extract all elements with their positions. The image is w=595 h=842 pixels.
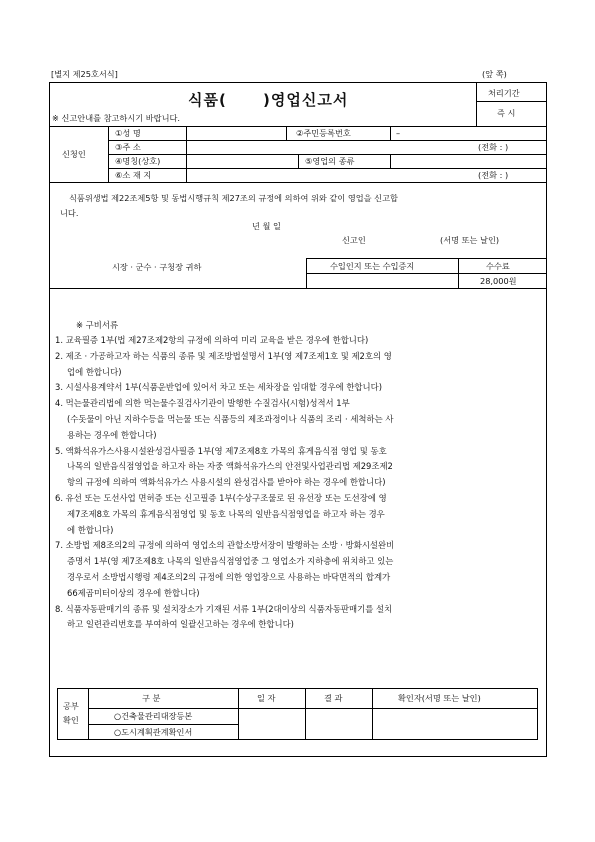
fee-label: 수수료 (486, 261, 510, 271)
form-title-suffix: )영업신고서 (263, 91, 349, 109)
resident-number-label: ②주민등록번호 (296, 128, 351, 138)
form-title-prefix: 식품( (188, 91, 227, 109)
col-confirmer: 확인자(서명 또는 날인) (398, 693, 481, 703)
document-item-8-line-2: 하고 일련관리번호를 부여하여 일괄신고하는 경우에 한합니다) (67, 619, 294, 630)
document-item-6-line-2: 제7조제8호 가목의 휴게음식점영업 및 동호 나목의 일반음식점영업을 하고자 하는 경우 (67, 508, 385, 519)
declaration-line-2: 니다. (60, 208, 79, 218)
addressee: 시장 · 군수 · 구청장 귀하 (112, 262, 202, 272)
fee-value: 28,000원 (480, 276, 517, 286)
address-phone: (전화 : ) (478, 142, 509, 152)
location-phone: (전화 : ) (478, 170, 509, 180)
document-item-6-line-3: 에 한합니다) (67, 524, 114, 535)
confirm-row-building: ○건축물관리대장등본 (114, 711, 193, 721)
confirm-side-label-2: 확인 (63, 715, 79, 725)
business-type-label: ⑤영업의 종류 (305, 156, 355, 166)
name-label: ①성 명 (115, 128, 141, 138)
sign-note: (서명 또는 날인) (440, 235, 500, 245)
document-item-1: 1. 교육필증 1부(법 제27조제2항의 규정에 의하여 미리 교육을 받은 경우에 한합니다) (55, 335, 369, 345)
document-item-4-line-3: 용하는 경우에 한합니다) (67, 429, 157, 440)
document-item-3: 3. 시설사용계약서 1부(식품운반업에 있어서 차고 또는 세차장을 임대할 경우에 한합니다) (55, 382, 382, 393)
resident-number-dash: – (396, 128, 401, 138)
document-item-7: 7. 소방법 제8조의2의 규정에 의하여 영업소의 관할소방서장이 발행하는 소방 · 방화시설완비 (55, 540, 395, 551)
document-item-5-line-2: 나목의 일반음식점영업을 하고자 하는 자중 액화석유가스의 안전및사업관리법 제29조제2 (67, 461, 393, 472)
stamp-label: 수입인지 또는 수입증지 (330, 261, 415, 271)
address-label: ③주 소 (115, 142, 141, 152)
processing-period-value: 즉 시 (497, 108, 516, 118)
document-item-2: 2. 제조 · 가공하고자 하는 식품의 종류 및 제조방법설명서 1부(영 제7조제1호 및 제2호의 영 (55, 350, 392, 361)
applicant-section-label: 신청인 (62, 149, 86, 159)
confirm-side-label-1: 공부 (63, 701, 79, 711)
location-label: ⑥소 재 지 (115, 170, 152, 180)
document-item-2-line-2: 업에 한합니다) (67, 366, 122, 377)
processing-period-label: 처리기간 (488, 88, 520, 98)
declaration-date: 년 월 일 (252, 221, 281, 231)
confirm-row-urban-plan: ○도시계획관계확인서 (114, 727, 193, 737)
col-date: 일 자 (257, 693, 276, 703)
declaration-line-1: 식품위생법 제22조제5항 및 동법시행규칙 제27조의 규정에 의하여 위와 같이 영업을 신고합 (69, 193, 398, 203)
document-item-6: 6. 유선 또는 도선사업 면허증 또는 신고필증 1부(수상구조물로 된 유선장 또는 도선장에 영 (55, 492, 387, 503)
documents-heading: ※ 구비서류 (76, 320, 119, 330)
document-item-4: 4. 먹는물관리법에 의한 먹는물수질검사기관이 발행한 수질검사(시험)성적서 1부 (55, 398, 350, 409)
form-number: [별지 제25호서식] (51, 69, 118, 79)
declarant-label: 신고인 (342, 235, 366, 245)
document-item-5-line-3: 항의 규정에 의하여 액화석유가스 사용시설의 완성검사를 받아야 하는 경우에 한합니다) (67, 477, 386, 488)
document-item-4-line-2: (수돗물이 아닌 지하수등을 먹는물 또는 식품등의 제조과정이나 식품의 조리 · 세척하는 사 (67, 413, 394, 424)
col-result: 결 과 (324, 693, 343, 703)
notice-text: ※ 신고안내를 참고하시기 바랍니다. (52, 113, 180, 123)
page-side-label: (앞 쪽) (482, 69, 507, 79)
document-item-7-line-2: 증명서 1부(영 제7조제8호 나목의 일반음식점영업중 그 영업소가 지하층에 위치하고 있는 (67, 556, 394, 567)
document-item-8: 8. 식품자동판매기의 종류 및 설치장소가 기재된 서류 1부(2대이상의 식품자동판매기를 설치 (55, 603, 393, 614)
business-name-label: ④명칭(상호) (115, 156, 161, 166)
document-item-5: 5. 액화석유가스사용시설완성검사필증 1부(영 제7조제8호 가목의 휴게음식점 영업 및 동호 (55, 445, 387, 456)
documents-list (55, 333, 540, 633)
col-kind: 구 분 (142, 693, 161, 703)
document-item-7-line-3: 경우로서 소방법시행령 제4조의2의 규정에 의한 영업장으로 사용하는 바닥면적의 합계가 (67, 571, 391, 582)
document-item-7-line-4: 66제곱미터이상의 경우에 한합니다) (67, 587, 200, 598)
